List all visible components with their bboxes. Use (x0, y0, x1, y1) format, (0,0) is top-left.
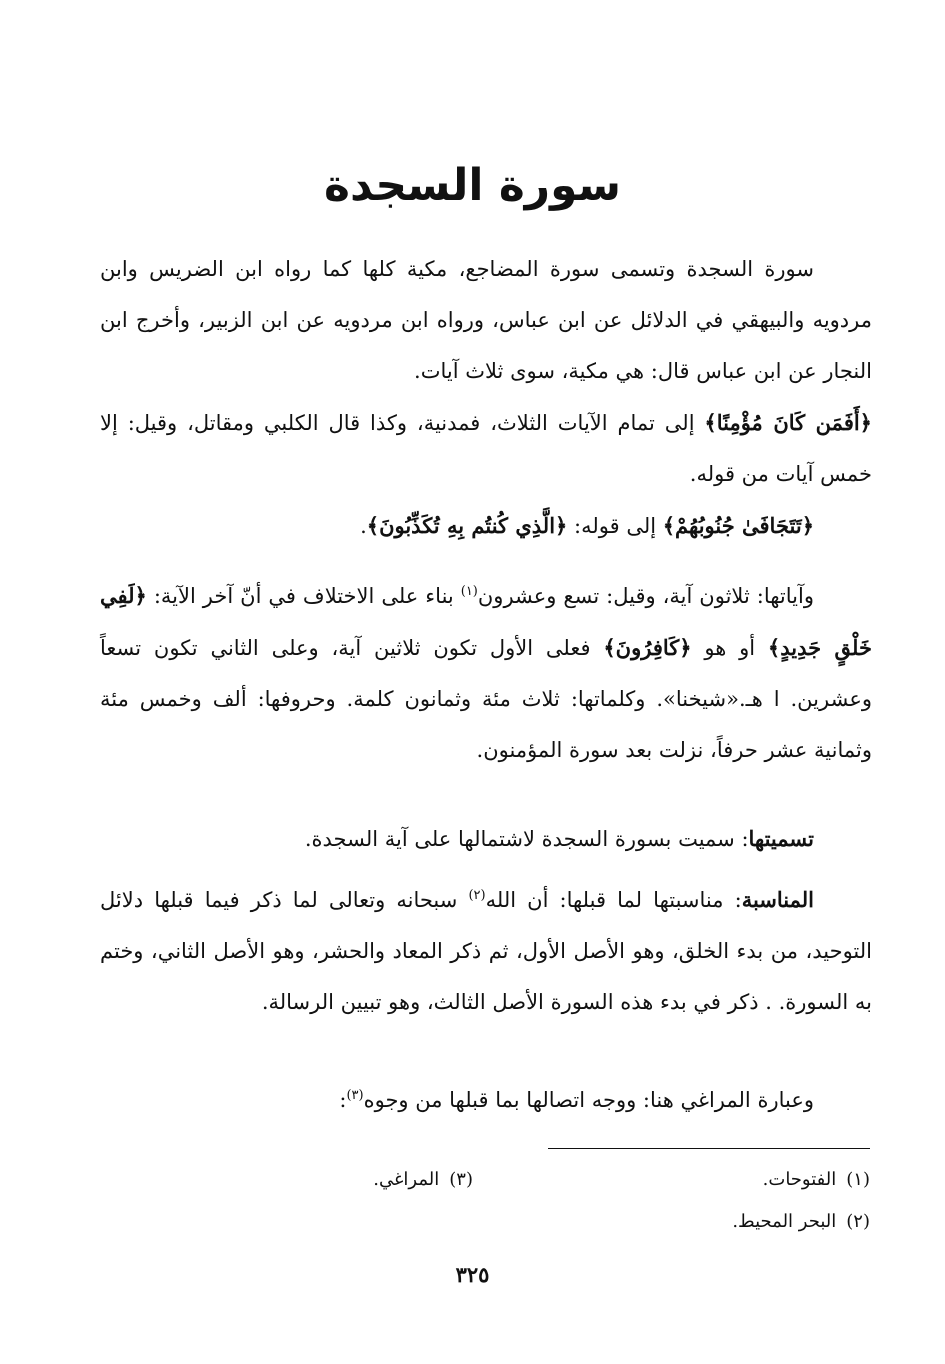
paragraph-text: إلى قوله: (567, 514, 663, 538)
footnote-text: المراغي. (373, 1169, 440, 1190)
verse-range-paragraph (100, 500, 872, 552)
paragraph-text: : (339, 1088, 347, 1112)
page-number: ٣٢٥ (455, 1262, 490, 1287)
footnote-ref-3[interactable]: (٣) (346, 1088, 364, 1103)
footnote-number: (٣) (449, 1169, 473, 1190)
section-term: تسميتها (748, 826, 814, 851)
footnote-ref-2[interactable]: (٢) (468, 888, 486, 903)
paragraph-text: بناء على الاختلاف في أنّ آخر الآية: (146, 584, 461, 608)
maraghi-paragraph (100, 1075, 872, 1126)
paragraph-text: سبحانه وتعالى لما ذكر فيما قبلها دلائل التوحيد، من بدء الخلق، وهو الأصل الأول، ثم ذكر المعاد والحشر، وهو الأصل الثاني، وختم به السورة. . ذكر في بدء هذه السورة الأصل الثالث، وهو تبيين الرسالة. (100, 888, 872, 1014)
footnote-text: البحر المحيط. (732, 1211, 837, 1232)
intro-paragraph (100, 244, 872, 397)
naming-paragraph (100, 813, 872, 865)
quran-quote: ﴿تَتَجَافَىٰ جُنُوبُهُمْ﴾ (662, 513, 814, 538)
footnote-1 (763, 1167, 870, 1193)
paragraph-text: إلى تمام الآيات الثلاث، فمدنية، وكذا قال الكلبي ومقاتل، وقيل: إلا خمس آيات من قوله. (100, 411, 872, 486)
quran-quote: ﴿أَفَمَن كَانَ مُؤْمِنًا﴾ (704, 410, 872, 435)
footnote-divider (548, 1148, 870, 1149)
paragraph-text: . (360, 514, 367, 538)
paragraph-text: أو هو (691, 636, 768, 660)
paragraph-text: وآياتها: ثلاثون آية، وقيل: تسع وعشرون (477, 584, 814, 608)
paragraph-text: : مناسبتها لما قبلها: أن الله (485, 888, 742, 912)
verse-count-paragraph (100, 570, 872, 776)
quran-quote: ﴿كَافِرُونَ﴾ (603, 635, 692, 660)
footnote-number: (١) (846, 1169, 870, 1190)
paragraph-text: وعبارة المراغي هنا: ووجه اتصالها بما قبلها من وجوه (363, 1088, 814, 1112)
paragraph-text: : سميت بسورة السجدة لاشتمالها على آية السجدة. (304, 827, 749, 851)
footnote-text: الفتوحات. (762, 1169, 837, 1190)
madani-verses-paragraph (100, 397, 872, 500)
footnote-number: (٢) (846, 1211, 870, 1232)
surah-title: سورة السجدة (324, 160, 621, 211)
footnote-3 (373, 1167, 473, 1193)
paragraph-text: فعلى الأول تكون ثلاثين آية، وعلى الثاني تكون تسعاً وعشرين. ا هـ.«شيخنا». وكلماتها: ثلاث مئة وثمانون كلمة. وحروفها: ألف وخمس مئة وثمانية عشر حرفاً، نزلت بعد سورة المؤمنون. (100, 636, 872, 762)
intro-text: سورة السجدة وتسمى سورة المضاجع، مكية كلها كما رواه ابن الضريس وابن مردويه والبيهقي في الدلائل عن ابن عباس، ورواه ابن مردويه عن ابن الزبير، وأخرج ابن النجار عن ابن عباس قال: هي مكية، سوى ثلاث آيات. (100, 257, 872, 383)
quran-quote: ﴿لَفِي خَلْقٍ جَدِيدٍ﴾ (100, 583, 872, 660)
quran-quote: ﴿الَّذِي كُنتُم بِهِ تُكَذِّبُونَ﴾ (366, 513, 568, 538)
footnote-ref-1[interactable]: (١) (460, 584, 478, 599)
section-term: المناسبة (741, 887, 815, 912)
footnote-2 (732, 1209, 870, 1235)
relevance-paragraph (100, 874, 872, 1028)
